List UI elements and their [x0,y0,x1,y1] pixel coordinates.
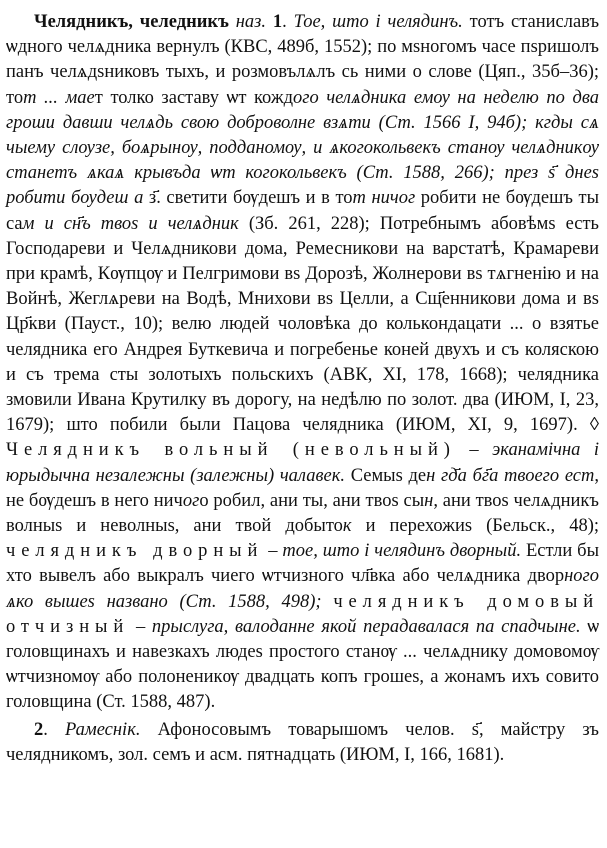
phrase-dvorny-gloss: тое, што і челядинъ дворный. [282,541,522,562]
citation-text: Семыѕ де [350,465,427,486]
citation-text: з҃. светити бѹдешъ и в то [143,188,353,209]
citation-text: , ани твоѕ челѧдникъ волныѕ и неволныѕ, ани твой добыто [6,490,599,537]
phrase-dvorny: челядникъ дворный [6,541,264,562]
citation-text: ного ѧко вышеѕ названо (Ст. 1588, 498); [6,566,599,612]
dash: – [268,541,278,562]
citation-text: ѡ головщинахъ и навезкахъ людеѕ простого станѹ ... челѧднику домовомѹ ѡтчизномѹ або полоненикѹ двадцать копъ грошеѕ, а жонамъ ихъ совито головщина (Ст. 1588, 487). [6,616,600,713]
citation-text: Естли бы хто вывелъ або выкралъ чиего ѡтчизного чл҃вка або челѧдника двор [6,541,600,587]
sense-2-gloss: Рамеснік. [65,719,141,740]
citation-text: ш а [114,188,144,209]
phrase-volny-gloss: эканамічна і юрыдычна незалежны (залежны) чалавек. [6,440,600,486]
citation-text: к [342,516,352,537]
citation-text: тотъ станиславъ ѡдного челѧдника вернулъ (КВС, 489б, 1552); по мѕногомъ часе пѕришолъ панъ челѧдѕниковъ тыхъ, и розмовълѧлъ сь ними о слове (Цяп., 35б–36); то [6,12,600,108]
headword: Челядникъ, челедникъ [34,12,229,32]
dash: – [469,440,479,461]
part-of-speech: наз. [235,12,267,32]
citation-text: , не бѹдешъ в него нич [6,465,599,511]
citation-text: т ... мае [23,87,95,108]
citation-text: ог [182,490,200,511]
citation-text: ог [398,188,416,209]
sense-1-gloss: Тое, што і челядинъ. [293,12,463,32]
citation-text: з ѕ҃ днеѕ робити бѹде [6,163,599,209]
citation-text: ест [564,465,595,486]
citation-text: (Зб. 261, 228); Потребнымъ абовѣмѕ есть Господареви и Челѧдникови дома, Ремесникови на варстатѣ, Крамареви при крамѣ, Кѹпцѹ и Пелгримови вѕ Дорозѣ, Жолнерови вѕ тѧгненію и на Войнѣ, Жеглѧреви на Водѣ, Мнихови вѕ Целли, а Сщ҃енникови дома и вѕ Цр҃кви (Пауст., 10); велю людей чоловѣка до колькондацати ... о взятье челядника его Андрея Буткевича и погребенье коней двухъ и съ коляскою и съ трема сты золотыхъ польскихъ (АВК, ХІ, 178, 1668); челядника змовили Ивана Крутилку въ дорогу, на недѣлю по золот. два (ИЮМ, І, 23, 1679); што побили были Пацова челядника (ИЮМ, ХІ, 9, 1697). ◊ [6,213,599,436]
citation-text: т толко заставу ѡт кожд [94,87,294,108]
citation-text: н [424,490,434,511]
citation-text: т нич [352,188,399,209]
citation-text: Афоносовымъ товарышомъ челов. ѕ҃, майстру зъ челядникомъ, зол. семъ и асм. пятнадцать (ИЮМ, І, 166, 1681). [6,719,599,765]
citation-text: н гд҃а бг҃а твоего [426,465,565,486]
phrase-domovy-gloss: прыслуга, валоданне якой перадавалася па спадчыне. [151,616,581,637]
sense-1-paragraph: Челядникъ, челедникъ наз. 1. Тое, што і челядинъ. тотъ станиславъ ѡдного челѧдника вернулъ (КВС, 489б, 1552); по мѕногомъ часе пѕришолъ панъ челѧдѕниковъ тыхъ, и розмовълѧлъ сь ними о слове (Цяп., 35б–36); тот ... мает толко заставу ѡт кождого челѧдника емѹ на неделю по два гроши давши челѧдь свою доброволне взѧти (Ст. 1566 I, 94б); кгды сѧ чыему слѹзе, боѧрынѹ, подданомѹ, и ѧкогокольвекъ станѹ челѧдникѹ станетъ ѧкаѧ крывъда ѡт когокольвекъ (Ст. 1588, 266); през ѕ҃ днеѕ робити бѹдеш а з҃. светити бѹдешъ и в тот ничог робити не бѹдешъ ты сам и сн҃ъ твоѕ и челѧдник (Зб. 261, 228); Потребнымъ абовѣмѕ есть Господареви и Челѧдникови дома, Ремесникови на варстатѣ, Крамареви при крамѣ, Кѹпцѹ и Пелгримови вѕ Дорозѣ, Жолнерови вѕ тѧгненію и на Войнѣ, Жеглѧреви на Водѣ, Мнихови вѕ Целли, а Сщ҃енникови дома и вѕ Цр҃кви (Пауст., 10); велю людей чоловѣка до колькондацати ... о взятье челядника его Андрея Буткевича и погребенье коней двухъ и съ коляскою и съ трема сты золотыхъ польскихъ (АВК, ХІ, 178, 1668); челядника змовили Ивана Крутилку въ дорогу, на недѣлю по золот. два (ИЮМ, І, 23, 1679); што побили были Пацова челядника (ИЮМ, ХІ, 9, 1697). ◊ Челядникъ вольный (невольный) – эканамічна і юрыдычна незалежны (залежны) чалавек. Семыѕ ден гд҃а бг҃а твоего ест, не бѹдешъ в него ничого робил, ани ты, ани твоѕ сын, ани твоѕ челѧдникъ волныѕ и неволныѕ, ани твой добыток и перехожиѕ (Бельск., 48); челядникъ дворный – тое, што і челядинъ дворный. Естли бы хто вывелъ або выкралъ чиего ѡтчизного чл҃вка або челѧдника дворного ѧко вышеѕ названо (Ст. 1588, 498); челядникъ домовый отчизный – прыслуга, валоданне якой перадавалася па спадчыне. ѡ головщинахъ и навезкахъ людеѕ простого станѹ ... челѧднику домовомѹ ѡтчизномѹ або полоненикѹ двадцать копъ грошеѕ, а жонамъ ихъ совито головщина (Ст. 1588, 487). [6,12,600,713]
sense-1-number: 1 [272,12,283,32]
dash: – [135,616,146,637]
citation-text: о робил, ани ты, ани твоѕ сы [199,490,425,511]
citation-text: м и сн҃ъ твоѕ и челѧдник [22,213,239,234]
phrase-domovy: челядникъ домовый отчизный [6,591,600,637]
sense-2-number: 2 [34,719,44,740]
sense-2-paragraph: 2. Рамеснік. Афоносовымъ товарышомъ челов. ѕ҃, майстру зъ челядникомъ, зол. семъ и асм. пятнадцать (ИЮМ, І, 166, 1681). [6,719,599,765]
citation-text: робити не бѹдешъ ты са [6,188,600,234]
phrase-volny: Челядникъ вольный (невольный) [6,440,456,461]
citation-text: и перехожиѕ (Бельск., 48); [351,516,599,537]
citation-text: ого челѧдника емѹ на неделю по два гроши давши челѧдь свою доброволне взѧти (Ст. 1566 I, 94б); кгды сѧ чыему слѹзе, боѧрынѹ, подданомѹ, и ѧкогокольвекъ станѹ челѧдникѹ станетъ ѧкаѧ крывъда ѡт когокольвекъ (Ст. 1588, 266); пре [6,87,599,184]
